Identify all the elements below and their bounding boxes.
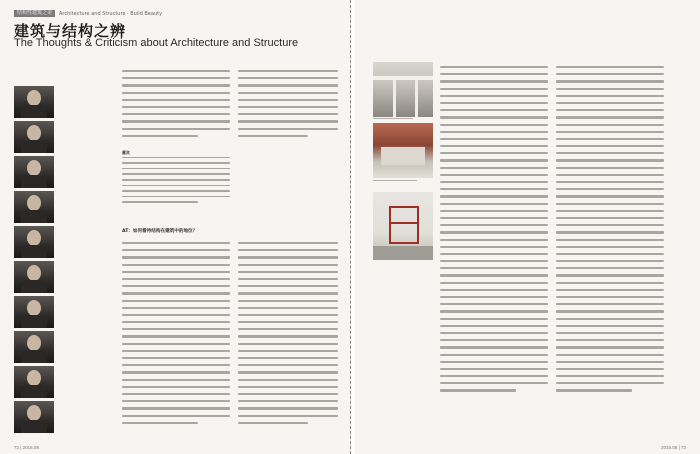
portrait-column — [14, 86, 74, 436]
right-text-col-1 — [440, 66, 548, 397]
portrait-photo — [14, 226, 54, 258]
portrait-photo — [14, 296, 54, 328]
section-tag: 结构性建筑之美 — [14, 10, 55, 17]
right-text-col-2 — [556, 66, 664, 397]
building-photo-1 — [373, 62, 433, 117]
gutter-divider — [350, 0, 351, 454]
photo-caption-2 — [373, 180, 433, 186]
page-number-left: 72 | 2016.08 — [14, 445, 39, 450]
intro-text-col-1 — [122, 70, 230, 142]
portrait-photo — [14, 366, 54, 398]
portrait-photo — [14, 261, 54, 293]
building-photo-2 — [373, 123, 433, 178]
page-number-right: 2016.08 | 73 — [661, 445, 686, 450]
running-header — [14, 9, 162, 18]
question-heading: AT：如何看待结构在建筑中的地位？ — [122, 229, 198, 234]
article-title-en: The Thoughts & Criticism about Architecture and Structure — [14, 37, 299, 49]
section-subtitle: Architecture and Structure · Build Beauty — [59, 10, 163, 17]
body-text-col-2 — [238, 242, 338, 429]
portrait-photo — [14, 121, 54, 153]
intro-text-col-2 — [238, 70, 338, 142]
bio-heading: 嘉宾 — [122, 150, 130, 155]
portrait-photo — [14, 156, 54, 188]
portrait-photo — [14, 191, 54, 223]
portrait-photo — [14, 86, 54, 118]
guest-bios — [122, 150, 232, 218]
portrait-photo — [14, 331, 54, 363]
building-photo-3 — [373, 192, 433, 260]
portrait-photo — [14, 401, 54, 433]
article-title-cn: 建筑与结构之辨 — [14, 22, 127, 40]
body-text-col-1 — [122, 242, 230, 429]
